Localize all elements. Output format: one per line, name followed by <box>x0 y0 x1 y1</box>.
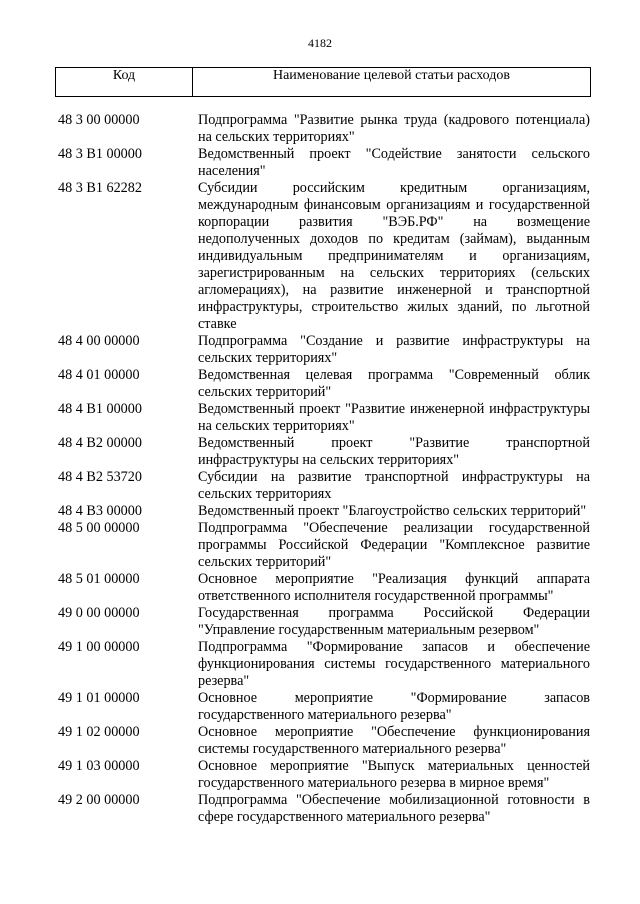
row-code: 49 0 00 00000 <box>58 605 140 621</box>
table-row <box>58 401 590 435</box>
table-row <box>58 435 590 469</box>
row-name: Подпрограмма "Развитие рынка труда (кадрового потенциала) на сельских территориях" <box>198 112 590 145</box>
row-name: Основное мероприятие "Реализация функций аппарата ответственного исполнителя государственной программы" <box>198 571 590 604</box>
table-row <box>58 690 590 724</box>
row-name: Подпрограмма "Обеспечение реализации государственной программы Российской Федерации "Комплексное развитие сельских территорий" <box>198 520 590 570</box>
row-name: Основное мероприятие "Выпуск материальных ценностей государственного материального резерва в мирное время" <box>198 758 590 791</box>
row-code: 48 4 В1 00000 <box>58 401 142 417</box>
table-row <box>58 503 590 520</box>
row-code: 48 5 00 00000 <box>58 520 140 536</box>
table-row <box>58 571 590 605</box>
row-name: Подпрограмма "Обеспечение мобилизационной готовности в сфере государственного материального резерва" <box>198 792 590 825</box>
row-code: 48 4 В2 00000 <box>58 435 142 451</box>
row-code: 48 3 00 00000 <box>58 112 140 128</box>
table-row <box>58 146 590 180</box>
page-number: 4182 <box>308 36 332 50</box>
table-row <box>58 792 590 826</box>
row-name: Ведомственный проект "Благоустройство сельских территорий" <box>198 503 587 519</box>
row-code: 49 1 02 00000 <box>58 724 140 740</box>
table-header <box>55 67 591 97</box>
table-row <box>58 639 590 690</box>
row-code: 49 2 00 00000 <box>58 792 140 808</box>
row-name: Ведомственный проект "Содействие занятости сельского населения" <box>198 146 590 179</box>
row-code: 49 1 01 00000 <box>58 690 140 706</box>
table-row <box>58 367 590 401</box>
row-name: Основное мероприятие "Обеспечение функционирования системы государственного материального резерва" <box>198 724 590 757</box>
table-row <box>58 758 590 792</box>
table-row <box>58 180 590 333</box>
table-body <box>58 112 590 826</box>
row-code: 49 1 03 00000 <box>58 758 140 774</box>
row-name: Субсидии на развитие транспортной инфраструктуры на сельских территориях <box>198 469 590 502</box>
row-name: Ведомственный проект "Развитие транспортной инфраструктуры на сельских территориях" <box>198 435 590 468</box>
table-row <box>58 520 590 571</box>
table-row <box>58 469 590 503</box>
row-name: Государственная программа Российской Федерации "Управление государственным материальным резервом" <box>198 605 590 638</box>
row-code: 48 4 01 00000 <box>58 367 140 383</box>
header-name: Наименование целевой статьи расходов <box>272 68 511 83</box>
row-name: Подпрограмма "Создание и развитие инфраструктуры на сельских территориях" <box>198 333 590 366</box>
row-name: Подпрограмма "Формирование запасов и обеспечение функционирования системы государственного материального резерва" <box>198 639 590 689</box>
table-row <box>58 724 590 758</box>
row-name: Ведомственная целевая программа "Современный облик сельских территорий" <box>198 367 590 400</box>
row-name: Субсидии российским кредитным организациям, международным финансовым организациям и государственной корпорации развития "ВЭБ.РФ" на возмещение недополученных доходов по кредитам (займам), выданным индивидуальным предпринимателям и организациям, зарегистрированным на сельских территориях (сельских агломерациях), на развитие инженерной и транспортной инфраструктуры, строительство жилых зданий, по льготной ставке <box>198 180 590 332</box>
row-code: 48 4 В3 00000 <box>58 503 142 519</box>
row-code: 48 3 В1 00000 <box>58 146 142 162</box>
table-row <box>58 333 590 367</box>
row-code: 48 3 В1 62282 <box>58 180 142 196</box>
row-code: 48 4 00 00000 <box>58 333 140 349</box>
row-code: 48 5 01 00000 <box>58 571 140 587</box>
row-code: 49 1 00 00000 <box>58 639 140 655</box>
header-code: Код <box>56 68 193 96</box>
table-row <box>58 605 590 639</box>
table-row <box>58 112 590 146</box>
row-code: 48 4 В2 53720 <box>58 469 142 485</box>
row-name: Основное мероприятие "Формирование запасов государственного материального резерва" <box>198 690 590 723</box>
row-name: Ведомственный проект "Развитие инженерной инфраструктуры на сельских территориях" <box>198 401 590 434</box>
